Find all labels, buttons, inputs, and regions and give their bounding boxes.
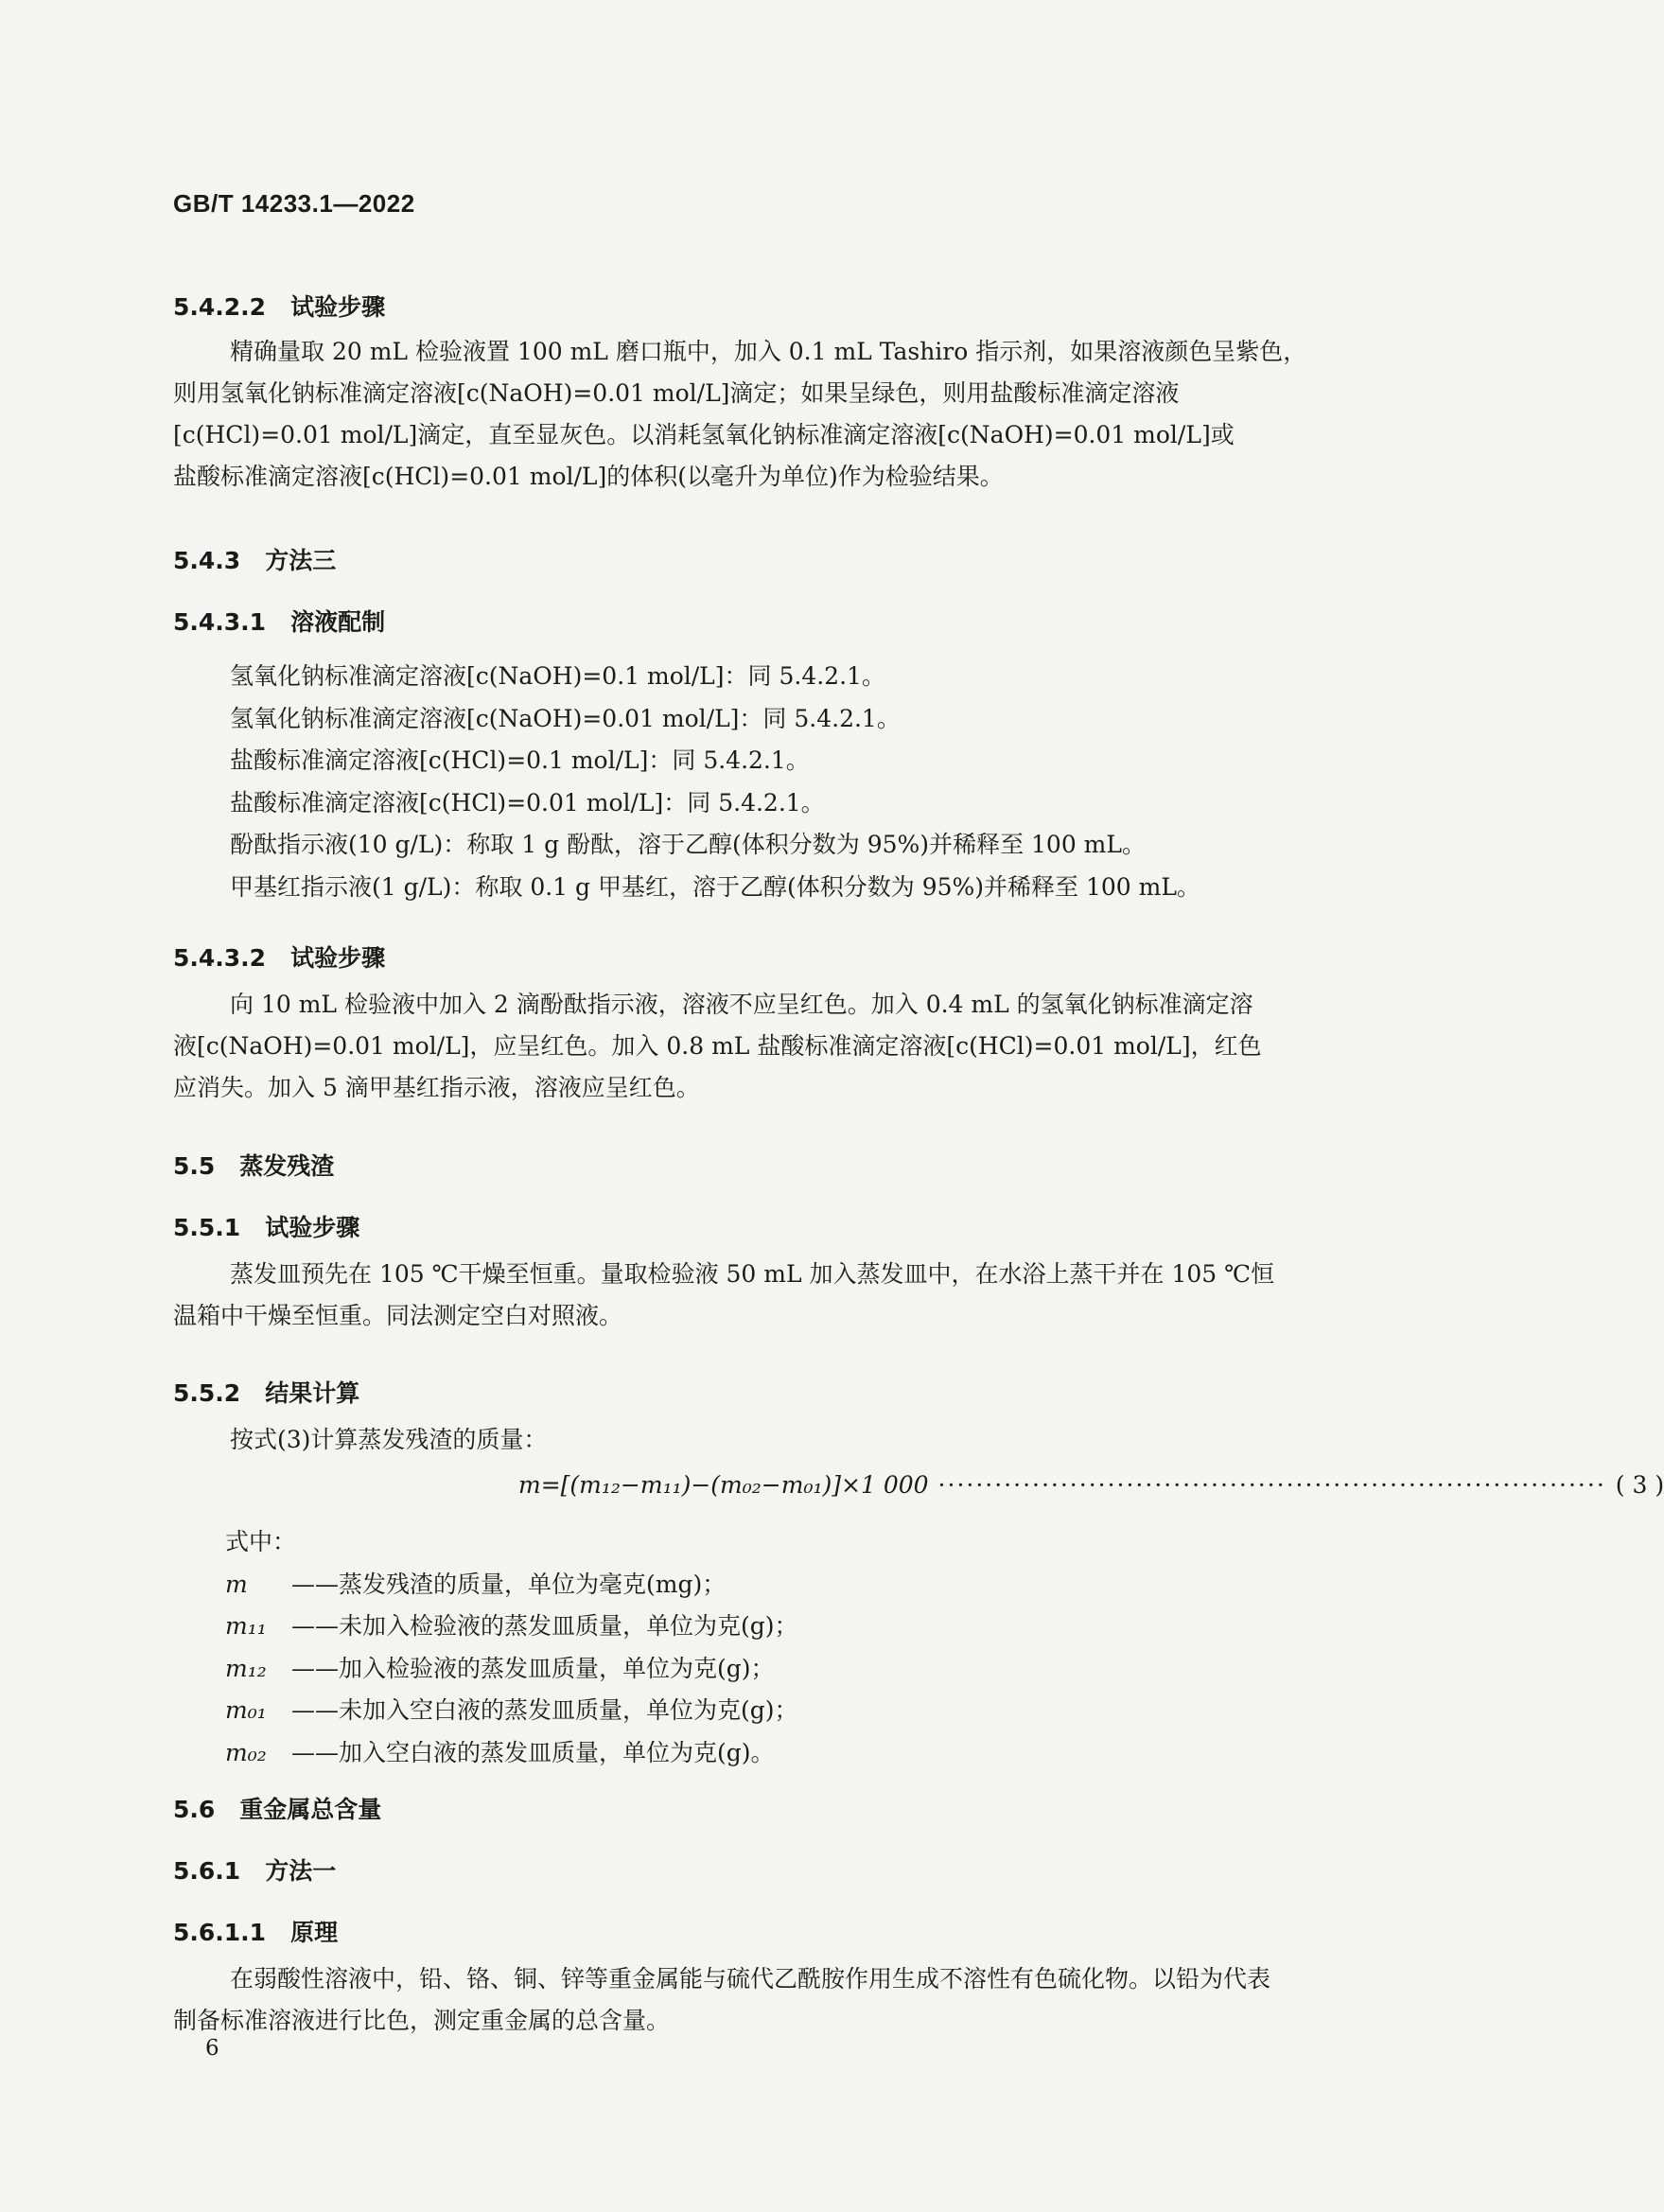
text-line: [c(HCl)=0.01 mol/L]滴定，直至显灰色。以消耗氢氧化钠标准滴定溶液[c(NaOH)=0.01 mol/L]或 xyxy=(173,421,1235,448)
variable-symbol: m₁₁ xyxy=(225,1612,267,1640)
variable-description: ——加入检验液的蒸发皿质量，单位为克(g)； xyxy=(291,1654,775,1682)
section-title: 重金属总含量 xyxy=(239,1796,382,1823)
section-title: 溶液配制 xyxy=(290,608,386,636)
variable-description: ——未加入检验液的蒸发皿质量，单位为克(g)； xyxy=(291,1612,798,1640)
section-number: 5.6 xyxy=(173,1796,216,1823)
paragraph-5-6-1-1 xyxy=(173,1958,1391,2042)
variable-description: ——蒸发残渣的质量，单位为毫克(mg)； xyxy=(291,1570,727,1598)
heading-5-4-3-2 xyxy=(173,939,385,974)
text-line: 应消失。加入 5 滴甲基红指示液，溶液应呈红色。 xyxy=(173,1074,700,1101)
text-line: 精确量取 20 mL 检验液置 100 mL 磨口瓶中，加入 0.1 mL Tashiro 指示剂，如果溶液颜色呈紫色， xyxy=(230,338,1307,365)
variable-symbol: m₁₂ xyxy=(225,1654,267,1682)
section-number: 5.4.2.2 xyxy=(173,293,267,321)
text-line: 液[c(NaOH)=0.01 mol/L]，应呈红色。加入 0.8 mL 盐酸标准滴定溶液[c(HCl)=0.01 mol/L]，红色 xyxy=(173,1032,1262,1060)
solution-item: 酚酞指示液(10 g/L)：称取 1 g 酚酞，溶于乙醇(体积分数为 95%)并稀释至 100 mL。 xyxy=(230,831,1146,858)
text-line: 温箱中干燥至恒重。同法测定空白对照液。 xyxy=(173,1302,623,1329)
variable-row xyxy=(225,1732,798,1775)
solution-item: 氢氧化钠标准滴定溶液[c(NaOH)=0.1 mol/L]：同 5.4.2.1。 xyxy=(230,662,885,690)
section-number: 5.6.1 xyxy=(173,1857,241,1885)
section-title: 结果计算 xyxy=(265,1379,360,1407)
section-title: 方法三 xyxy=(265,547,337,574)
solution-item: 盐酸标准滴定溶液[c(HCl)=0.1 mol/L]：同 5.4.2.1。 xyxy=(230,746,810,774)
text-line: 在弱酸性溶液中，铅、铬、铜、锌等重金属能与硫代乙酰胺作用生成不溶性有色硫化物。以铅为代表 xyxy=(230,1965,1271,1993)
section-number: 5.4.3.2 xyxy=(173,944,267,972)
section-title: 试验步骤 xyxy=(290,293,386,321)
heading-5-4-3 xyxy=(173,542,336,576)
where-label-row xyxy=(225,1521,798,1564)
standard-code: GB/T 14233.1—2022 xyxy=(173,189,415,218)
variable-symbol: m xyxy=(225,1570,248,1598)
text-line: 按式(3)计算蒸发残渣的质量： xyxy=(230,1426,548,1453)
variable-description: ——加入空白液的蒸发皿质量，单位为克(g)。 xyxy=(291,1738,775,1766)
variable-row xyxy=(225,1648,798,1691)
paragraph-5-4-3-2 xyxy=(173,984,1391,1109)
section-title: 试验步骤 xyxy=(290,944,386,972)
section-number: 5.4.3 xyxy=(173,547,241,574)
where-label: 式中： xyxy=(225,1528,297,1555)
section-number: 5.6.1.1 xyxy=(173,1919,267,1946)
variable-row xyxy=(225,1690,798,1732)
variable-symbol: m₀₁ xyxy=(225,1696,267,1724)
heading-5-4-2-2 xyxy=(173,289,385,323)
text-line: 盐酸标准滴定溶液[c(HCl)=0.01 mol/L]的体积(以毫升为单位)作为检验结果。 xyxy=(173,463,1004,490)
solution-list xyxy=(230,656,1200,908)
variable-row xyxy=(225,1564,798,1606)
solution-item: 盐酸标准滴定溶液[c(HCl)=0.01 mol/L]：同 5.4.2.1。 xyxy=(230,788,825,816)
section-number: 5.4.3.1 xyxy=(173,608,267,636)
paragraph-5-5-2-intro xyxy=(173,1419,1391,1461)
formula-leader-dots: ······································································· xyxy=(937,1471,1606,1499)
section-title: 原理 xyxy=(290,1919,339,1946)
section-title: 试验步骤 xyxy=(265,1214,360,1241)
text-line: 向 10 mL 检验液中加入 2 滴酚酞指示液，溶液不应呈红色。加入 0.4 mL 的氢氧化钠标准滴定溶 xyxy=(230,991,1253,1018)
variable-row xyxy=(225,1606,798,1648)
formula-3 xyxy=(518,1471,1664,1499)
solution-item: 氢氧化钠标准滴定溶液[c(NaOH)=0.01 mol/L]：同 5.4.2.1。 xyxy=(230,704,901,732)
solution-item: 甲基红指示液(1 g/L)：称取 0.1 g 甲基红，溶于乙醇(体积分数为 95%)并稀释至 100 mL。 xyxy=(230,872,1200,901)
heading-5-6-1 xyxy=(173,1852,336,1887)
text-line: 蒸发皿预先在 105 ℃干燥至恒重。量取检验液 50 mL 加入蒸发皿中，在水浴上蒸干并在 105 ℃恒 xyxy=(230,1260,1275,1288)
page-number: 6 xyxy=(205,2036,219,2061)
heading-5-5-1 xyxy=(173,1209,359,1243)
section-title: 方法一 xyxy=(265,1857,337,1885)
variable-definitions xyxy=(225,1521,798,1774)
heading-5-4-3-1 xyxy=(173,604,385,638)
section-title: 蒸发残渣 xyxy=(239,1152,335,1180)
variable-description: ——未加入空白液的蒸发皿质量，单位为克(g)； xyxy=(291,1696,798,1724)
heading-5-6 xyxy=(173,1791,381,1825)
section-number: 5.5.1 xyxy=(173,1214,241,1241)
section-number: 5.5 xyxy=(173,1152,216,1180)
formula-number: ( 3 ) xyxy=(1615,1471,1664,1499)
formula-expression: m=[(m₁₂−m₁₁)−(m₀₂−m₀₁)]×1 000 xyxy=(518,1471,929,1499)
variable-symbol: m₀₂ xyxy=(225,1738,267,1766)
heading-5-5 xyxy=(173,1148,334,1182)
paragraph-5-4-2-2 xyxy=(173,331,1391,498)
section-number: 5.5.2 xyxy=(173,1379,241,1407)
heading-5-6-1-1 xyxy=(173,1914,338,1948)
text-line: 则用氢氧化钠标准滴定溶液[c(NaOH)=0.01 mol/L]滴定；如果呈绿色，则用盐酸标准滴定溶液 xyxy=(173,379,1180,407)
heading-5-5-2 xyxy=(173,1375,359,1409)
paragraph-5-5-1 xyxy=(173,1254,1391,1337)
text-line: 制备标准溶液进行比色，测定重金属的总含量。 xyxy=(173,2007,671,2034)
